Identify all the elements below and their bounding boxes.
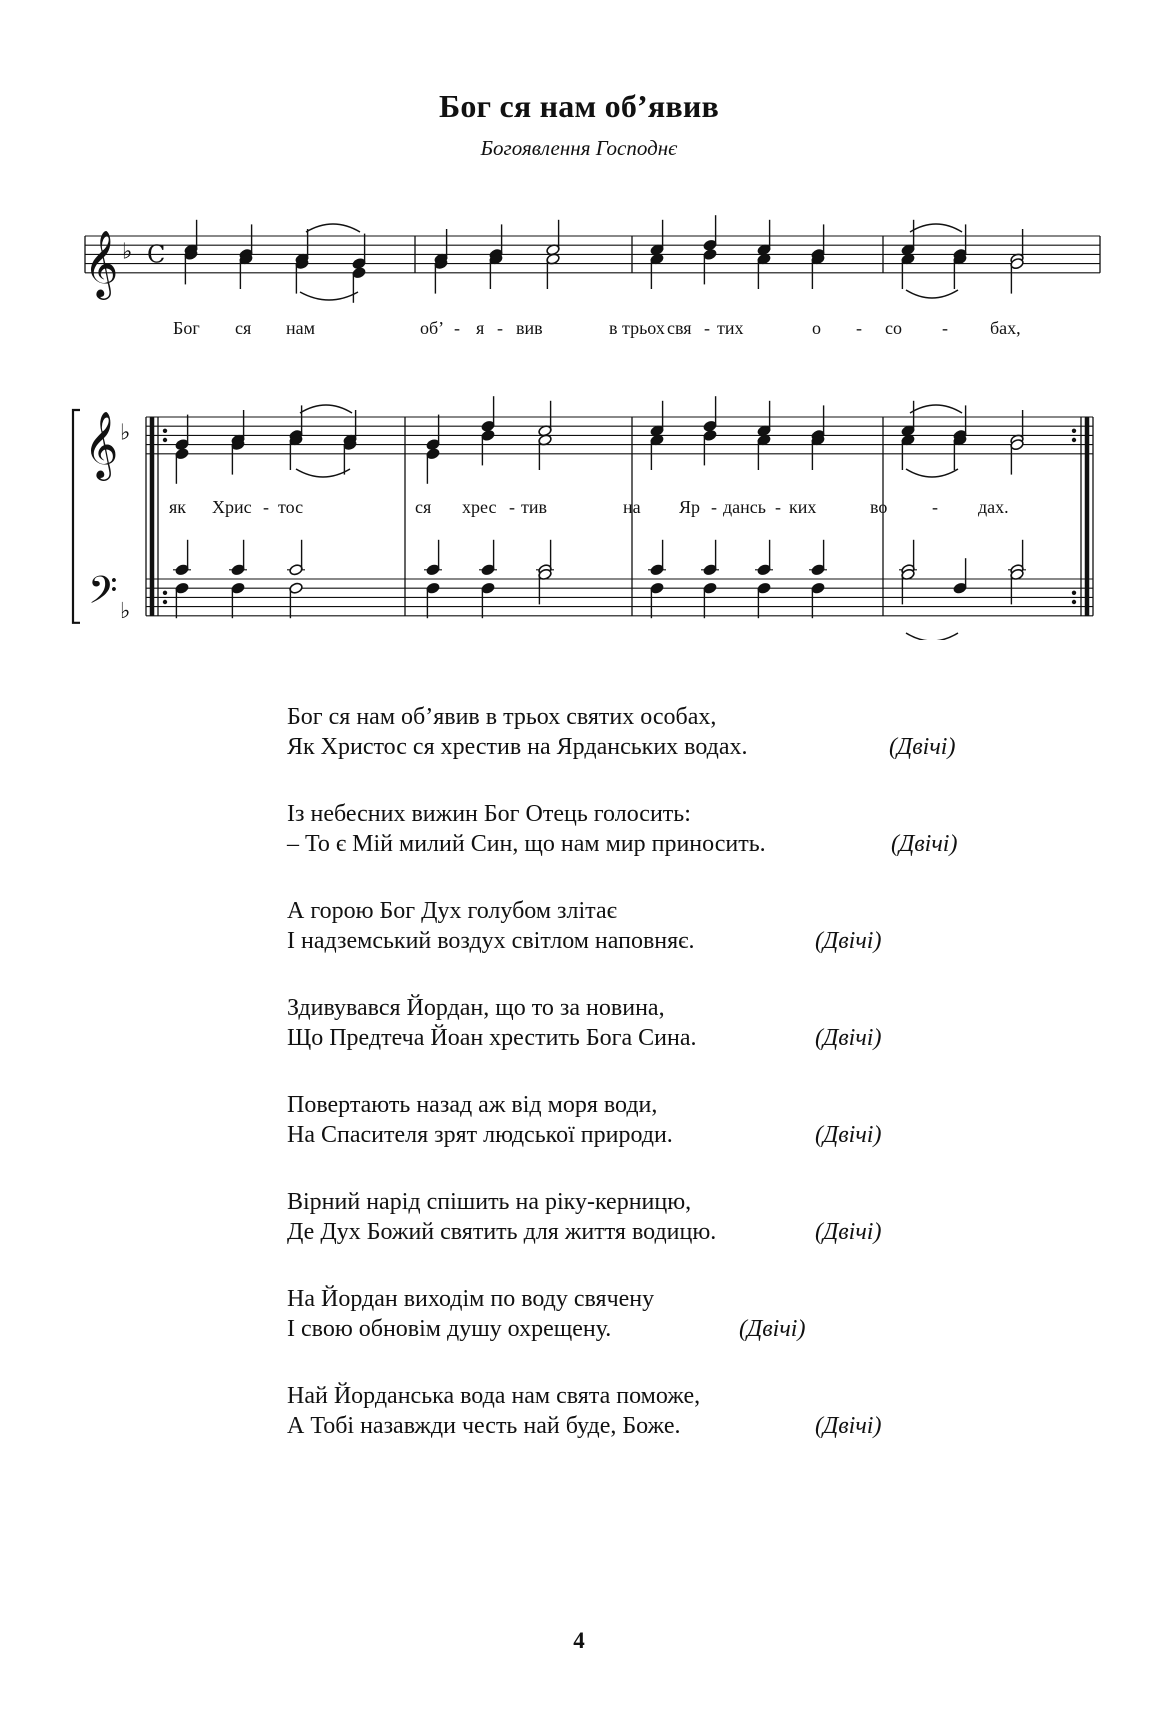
lyric-syllable: во bbox=[870, 497, 888, 517]
verse-line bbox=[287, 829, 987, 859]
song-title: Бог ся нам об’явив bbox=[438, 88, 719, 124]
treble-clef: 𝄞 bbox=[84, 409, 119, 478]
verse bbox=[287, 896, 987, 956]
lyric-syllable: тив bbox=[521, 497, 547, 517]
lyric-syllable: дансь bbox=[723, 497, 766, 517]
lyric-syllable: - bbox=[497, 318, 503, 338]
verse bbox=[287, 1090, 987, 1150]
lyric-syllable: як bbox=[169, 497, 187, 517]
repeat-marker: (Двічі) bbox=[815, 928, 882, 954]
verse-line-text: Де Дух Божий святить для життя водицю. bbox=[287, 1219, 717, 1245]
lyric-syllable: Яр bbox=[679, 497, 701, 517]
lyric-syllable: - bbox=[942, 318, 948, 338]
repeat-dot bbox=[1072, 429, 1076, 433]
verse bbox=[287, 1381, 987, 1441]
verse bbox=[287, 1187, 987, 1247]
verse-line-text: – То є Мій милий Син, що нам мир приносить. bbox=[287, 831, 766, 857]
lyric-syllable: со bbox=[885, 318, 902, 338]
lyric-syllable: об’ bbox=[420, 318, 445, 338]
lyric-syllable: - bbox=[454, 318, 460, 338]
verse-line-text: На Спасителя зрят людської природи. bbox=[287, 1122, 673, 1148]
repeat-marker: (Двічі) bbox=[889, 734, 956, 760]
verse-line bbox=[287, 1217, 987, 1247]
verse bbox=[287, 993, 987, 1053]
flat-sign: ♭ bbox=[120, 598, 131, 624]
slur bbox=[906, 469, 958, 477]
lyric-syllable: на bbox=[623, 497, 641, 517]
verse-line-text: Як Христос ся хрестив на Ярданських водах. bbox=[287, 734, 748, 760]
repeat-marker: (Двічі) bbox=[815, 1413, 882, 1439]
lyric-syllable: Бог bbox=[173, 318, 200, 338]
repeat-dot bbox=[163, 600, 167, 604]
verse-line: Повертають назад аж від моря води, bbox=[287, 1092, 658, 1118]
slur bbox=[306, 224, 360, 232]
lyric-syllable: дах. bbox=[978, 497, 1009, 517]
song-subtitle: Богоявлення Господнє bbox=[480, 136, 678, 160]
repeat-marker: (Двічі) bbox=[739, 1316, 806, 1342]
lyric-syllable: - bbox=[263, 497, 269, 517]
repeat-marker: (Двічі) bbox=[815, 1122, 882, 1148]
lyric-syllable: - bbox=[932, 497, 938, 517]
repeat-marker: (Двічі) bbox=[815, 1219, 882, 1245]
verse-line-text: А Тобі назавжди честь най буде, Боже. bbox=[287, 1413, 681, 1439]
flat-sign: ♭ bbox=[122, 239, 133, 265]
flat-sign: ♭ bbox=[120, 420, 131, 446]
repeat-dot bbox=[163, 591, 167, 595]
verse-line bbox=[287, 926, 987, 956]
repeat-marker: (Двічі) bbox=[891, 831, 958, 857]
lyric-syllable: ся bbox=[415, 497, 432, 517]
verse bbox=[287, 702, 987, 762]
lyric-syllable: хрес bbox=[462, 497, 497, 517]
lyric-syllable: вив bbox=[516, 318, 543, 338]
time-signature: C bbox=[147, 240, 166, 269]
slur bbox=[296, 469, 350, 477]
slur bbox=[910, 224, 962, 232]
slur bbox=[300, 405, 352, 413]
page-number: 4 bbox=[573, 1628, 585, 1653]
verse bbox=[287, 1284, 987, 1344]
lyric-syllable: - bbox=[509, 497, 515, 517]
verse-line bbox=[287, 1120, 987, 1150]
lyric-syllable: - bbox=[856, 318, 862, 338]
verse-line bbox=[287, 732, 987, 762]
treble-clef: 𝄞 bbox=[84, 228, 119, 297]
lyric-syllable: Хрис bbox=[212, 497, 252, 517]
slur bbox=[910, 405, 962, 413]
system-bracket bbox=[73, 410, 80, 623]
verse-line-text: І свою обновім душу охрещену. bbox=[287, 1316, 612, 1342]
bass-clef: 𝄢 bbox=[88, 567, 118, 622]
repeat-marker: (Двічі) bbox=[815, 1025, 882, 1051]
verses bbox=[287, 702, 987, 1478]
lyric-syllable: тих bbox=[717, 318, 744, 338]
verse-line-text: І надземський воздух світлом наповняє. bbox=[287, 928, 695, 954]
lyric-syllable: свя bbox=[667, 318, 692, 338]
verse-line: Бог ся нам об’явив в трьох святих особах, bbox=[287, 704, 717, 730]
verse-line-text: Що Предтеча Йоан хрестить Бога Сина. bbox=[287, 1025, 697, 1051]
verse-line: Най Йорданська вода нам свята поможе, bbox=[287, 1383, 701, 1409]
repeat-dot bbox=[163, 438, 167, 442]
lyric-syllable: о bbox=[812, 318, 821, 338]
repeat-dot bbox=[1072, 591, 1076, 595]
lyric-syllable: ких bbox=[789, 497, 817, 517]
lyric-syllable: тос bbox=[278, 497, 304, 517]
lyric-syllable: - bbox=[704, 318, 710, 338]
lyric-syllable: нам bbox=[286, 318, 316, 338]
repeat-dot bbox=[1072, 438, 1076, 442]
verse-line: Здивувався Йордан, що то за новина, bbox=[287, 995, 665, 1021]
slur bbox=[300, 292, 358, 300]
verse-line bbox=[287, 1023, 987, 1053]
lyric-syllable: - bbox=[775, 497, 781, 517]
lyric-syllable: я bbox=[476, 318, 485, 338]
repeat-dot bbox=[163, 429, 167, 433]
slur bbox=[906, 290, 958, 298]
lyric-syllable: бах, bbox=[990, 318, 1021, 338]
lyric-syllable: - bbox=[711, 497, 717, 517]
lyric-syllable: ся bbox=[235, 318, 252, 338]
verse-line bbox=[287, 1314, 987, 1344]
verse-line: А горою Бог Дух голубом злітає bbox=[287, 898, 617, 924]
verse-line: На Йордан виходім по воду свячену bbox=[287, 1286, 655, 1312]
verse-line: Із небесних вижин Бог Отець голосить: bbox=[287, 801, 691, 827]
verse-line bbox=[287, 1411, 987, 1441]
verse bbox=[287, 799, 987, 859]
repeat-dot bbox=[1072, 600, 1076, 604]
verse-line: Вірний нарід спішить на ріку-керницю, bbox=[287, 1189, 692, 1215]
slur bbox=[906, 633, 958, 640]
lyric-syllable: в трьох bbox=[609, 318, 665, 338]
